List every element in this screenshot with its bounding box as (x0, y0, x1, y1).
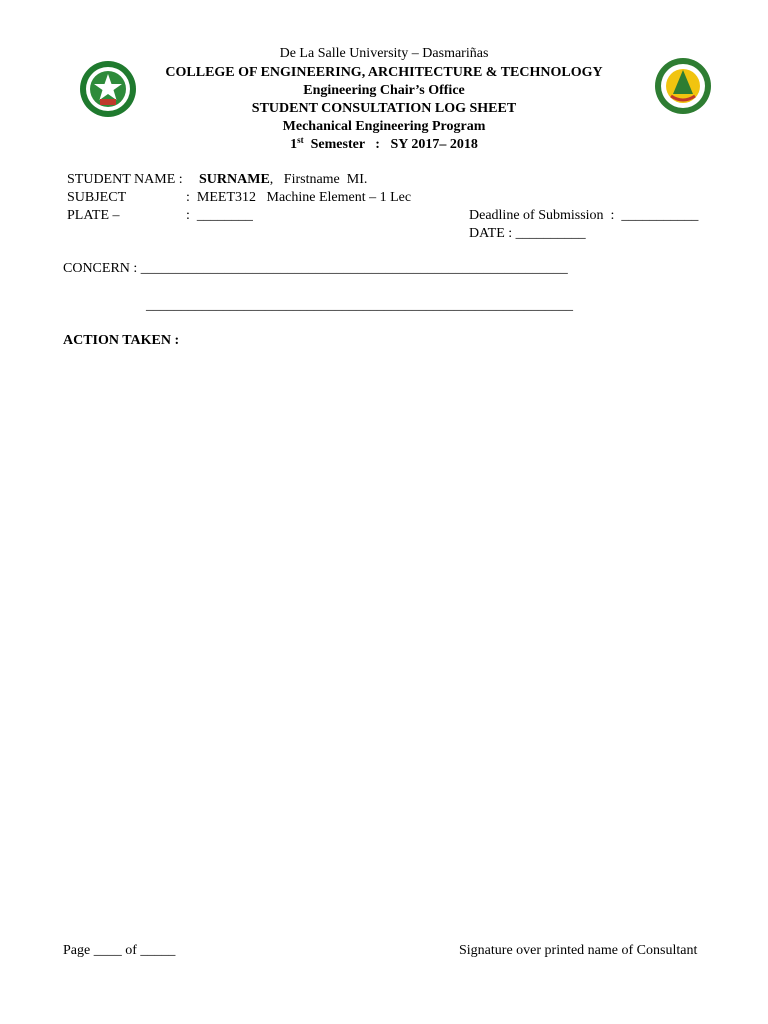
consultant-signature-label: Signature over printed name of Consultant (459, 943, 698, 958)
student-surname: SURNAME (199, 172, 270, 187)
semester-number: 1 (290, 137, 298, 152)
university-name: De La Salle University – Dasmariñas (279, 46, 489, 61)
deadline-field[interactable]: Deadline of Submission : ___________ (469, 208, 699, 223)
student-name-value (199, 171, 367, 188)
plate-label: PLATE – (67, 208, 120, 223)
concern-label: CONCERN : (63, 261, 141, 276)
concern-field-1[interactable]: _____________________________________________________________ (140, 261, 568, 276)
concern-field-2[interactable]: _____________________________________________________________ (146, 298, 573, 313)
semester-superscript: st (297, 135, 304, 145)
student-firstname: , Firstname MI. (269, 172, 368, 187)
plate-field[interactable]: : ________ (186, 208, 253, 223)
program-name: Mechanical Engineering Program (282, 119, 486, 134)
subject-value: : MEET312 Machine Element – 1 Lec (186, 190, 412, 205)
subject-label: SUBJECT (67, 190, 127, 205)
date-field[interactable]: DATE : __________ (469, 226, 586, 241)
action-taken-label: ACTION TAKEN : (63, 333, 180, 348)
college-name: COLLEGE OF ENGINEERING, ARCHITECTURE & TECHNOLOGY (165, 65, 603, 80)
page-number-field[interactable]: Page ____ of _____ (63, 943, 176, 958)
concern-line-1 (63, 260, 568, 277)
semester-text: Semester : SY 2017– 2018 (303, 137, 478, 152)
student-name-label: STUDENT NAME : (67, 172, 183, 187)
document-title: STUDENT CONSULTATION LOG SHEET (251, 101, 517, 116)
semester-line (0, 136, 768, 153)
office-name: Engineering Chair’s Office (303, 83, 465, 98)
